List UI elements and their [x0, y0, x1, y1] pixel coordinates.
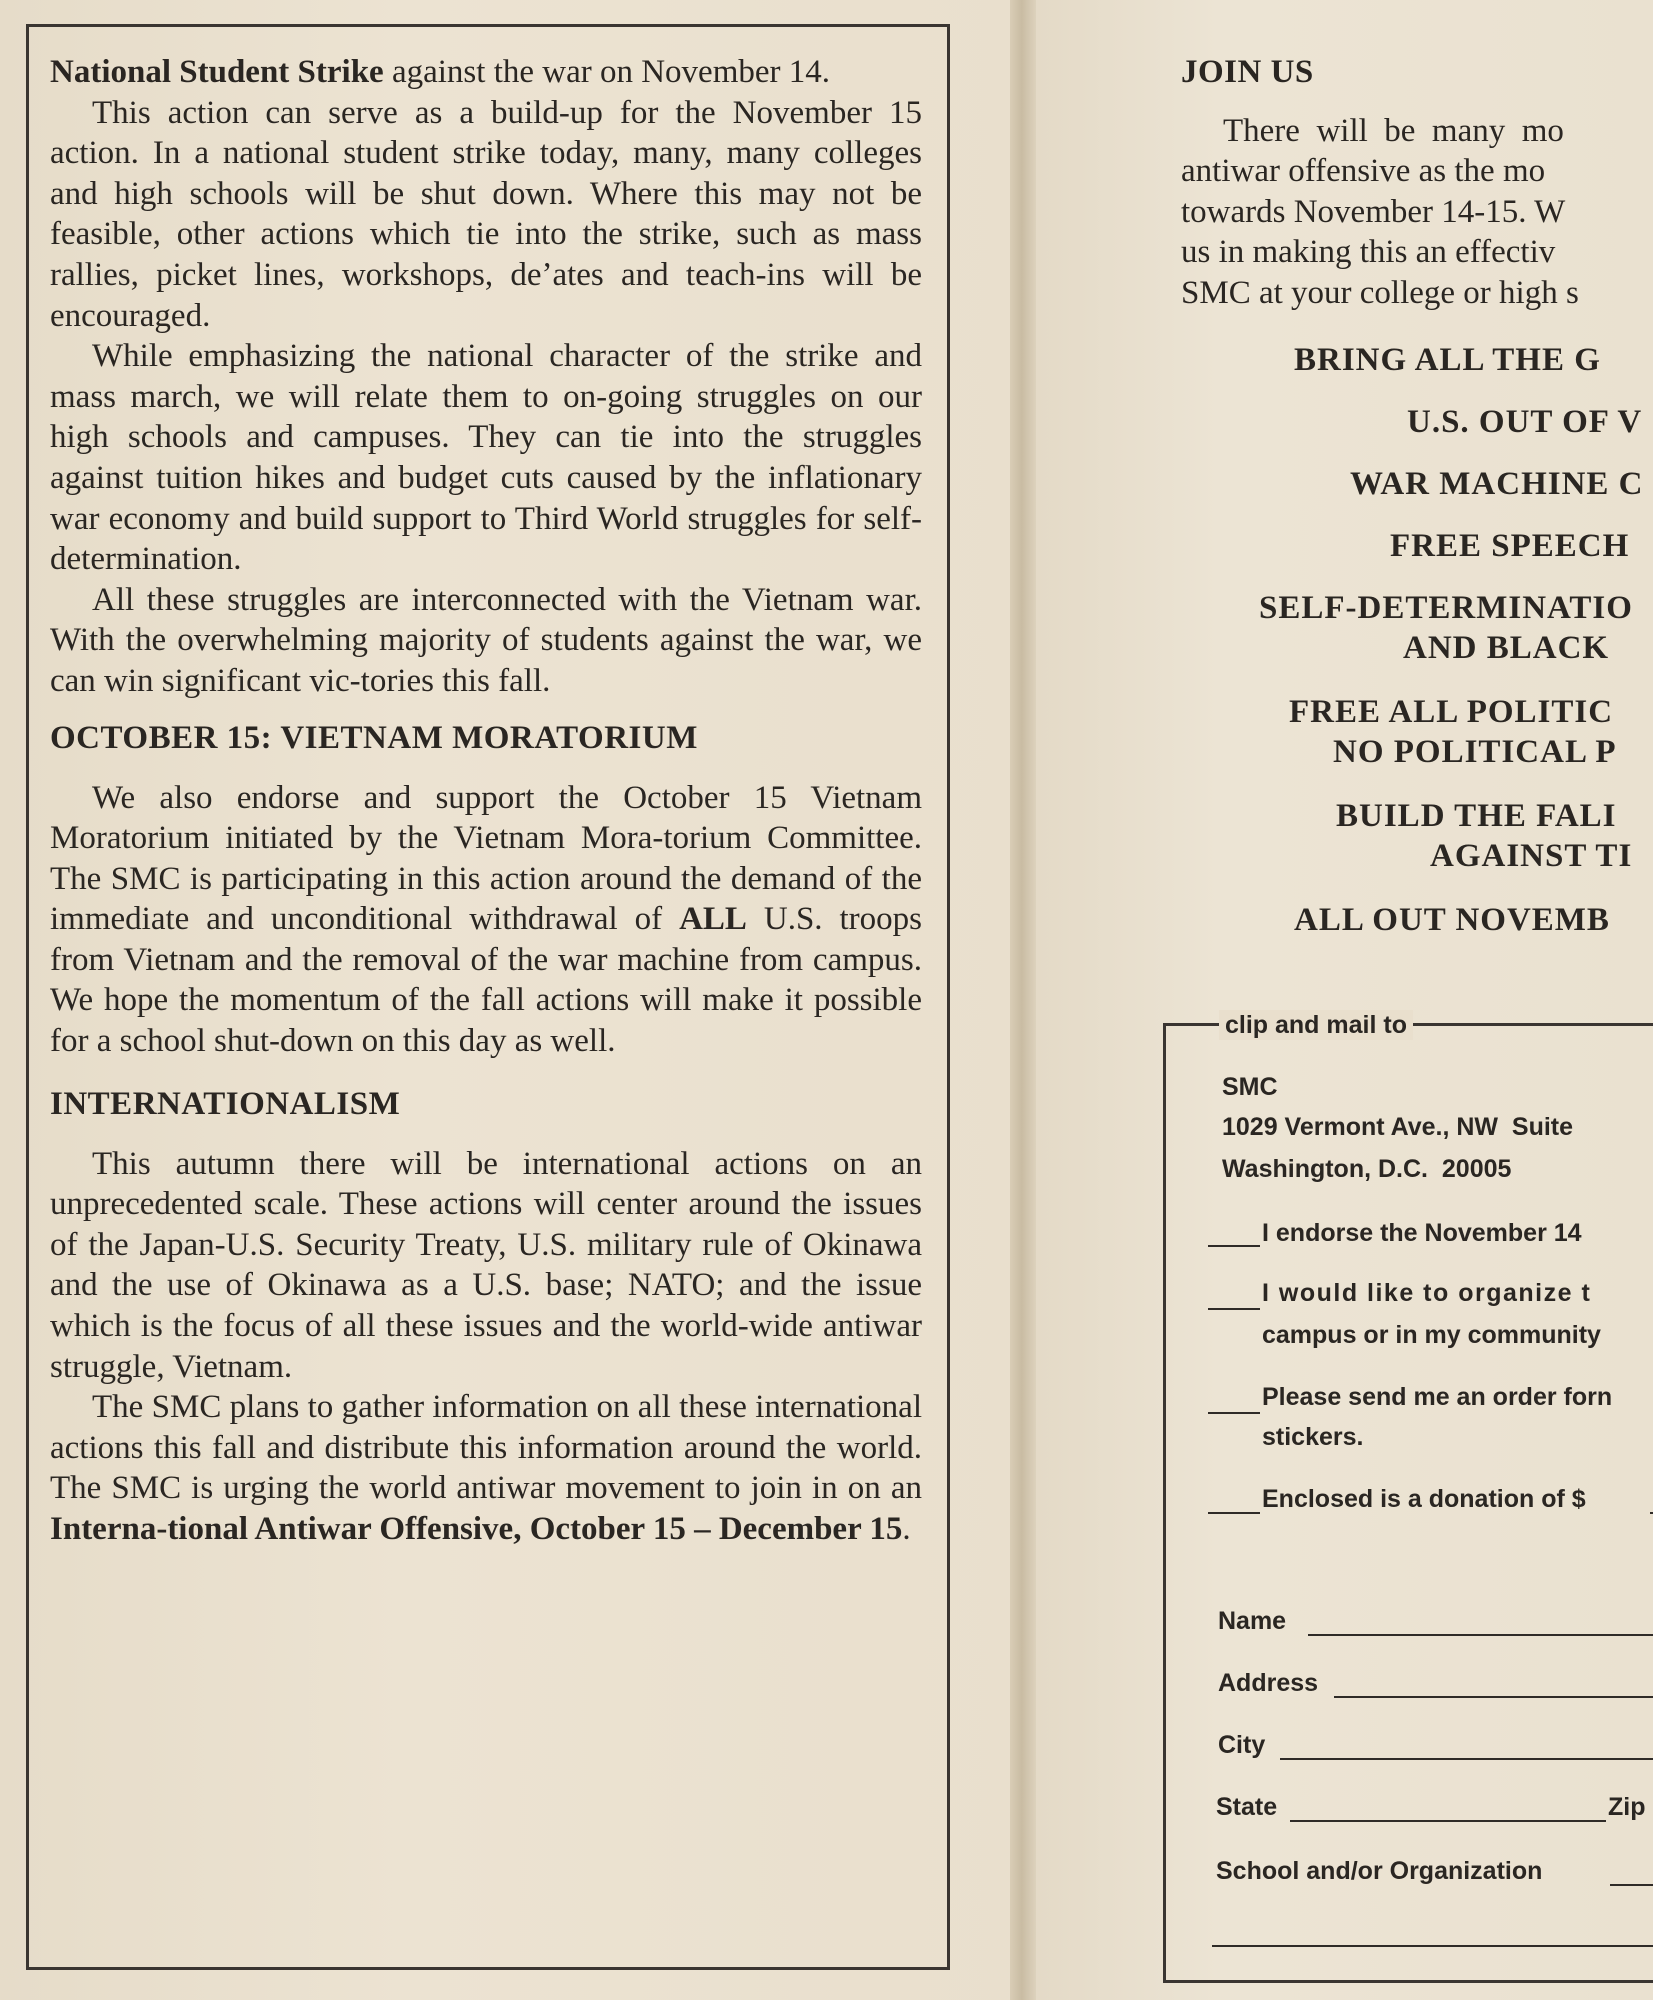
- option-organize: I would like to organize t: [1262, 1279, 1592, 1307]
- paragraph-interconnected: All these struggles are interconnected with the Vietnam war. With the overwhelming majority of students against the war, we can win significant vic-tories this fall.: [50, 581, 922, 699]
- join-line: SMC at your college or high s: [1181, 274, 1579, 311]
- slogan: AND BLACK: [1403, 630, 1610, 666]
- city-label: City: [1218, 1731, 1266, 1759]
- address-label: Address: [1218, 1669, 1319, 1697]
- organize-check-blank[interactable]: [1208, 1308, 1260, 1310]
- paragraph-national: While emphasizing the national character of the strike and mass march, we will relate them to on-going struggles on our high schools and campuses. They can tie into the struggles against tuition hikes and budget cuts caused by the inflationary war economy and build support to Third World struggles for self-determination.: [50, 338, 922, 578]
- slogan: WAR MACHINE C: [1350, 466, 1644, 502]
- left-article: [50, 52, 922, 1550]
- slogan: AGAINST TI: [1430, 838, 1633, 874]
- clip-and-mail-label: clip and mail to: [1219, 1010, 1413, 1040]
- coupon-address-1: 1029 Vermont Ave., NW Suite: [1222, 1113, 1574, 1141]
- endorse-check-blank[interactable]: [1208, 1245, 1260, 1247]
- slogan: BRING ALL THE G: [1294, 342, 1601, 378]
- slogan: BUILD THE FALI: [1336, 798, 1617, 834]
- order-form-check-blank[interactable]: [1208, 1412, 1260, 1414]
- extra-line-field[interactable]: [1212, 1945, 1653, 1947]
- name-field[interactable]: [1308, 1634, 1653, 1636]
- paragraph-strike: National Student Strike against the war on November 14.: [50, 54, 831, 90]
- state-field[interactable]: [1290, 1820, 1606, 1822]
- paragraph-buildup: This action can serve as a build-up for the November 15 action. In a national student strike today, many, many colleges and high schools will be shut down. Where this may not be feasible, other actions which tie into the strike, such as mass rallies, picket lines, workshops, deʼates and teach-ins will be encouraged.: [50, 94, 922, 334]
- option-donation: Enclosed is a donation of $: [1262, 1485, 1586, 1513]
- strike-title: National Student Strike: [50, 54, 384, 90]
- join-us-heading: JOIN US: [1181, 54, 1314, 90]
- join-line: There will be many mo: [1223, 112, 1564, 149]
- slogan: FREE SPEECH: [1390, 528, 1630, 564]
- slogan: NO POLITICAL P: [1333, 734, 1617, 770]
- join-us-section: [1181, 52, 1653, 313]
- coupon-address-2: Washington, D.C. 20005: [1222, 1155, 1512, 1183]
- slogan: FREE ALL POLITIC: [1289, 694, 1614, 730]
- city-field[interactable]: [1280, 1758, 1653, 1760]
- join-line: towards November 14-15. W: [1181, 193, 1566, 230]
- option-order-form-cont: stickers.: [1262, 1423, 1364, 1451]
- heading-internationalism: INTERNATIONALISM: [50, 1085, 401, 1122]
- slogan: ALL OUT NOVEMB: [1294, 902, 1610, 938]
- slogan: U.S. OUT OF V: [1407, 404, 1643, 440]
- paragraph-autumn: This autumn there will be international actions on an unprecedented scale. These actions will center around the issues of the Japan-U.S. Security Treaty, U.S. military rule of Okinawa and the use of Okinawa as a U.S. base; NATO; and the issue which is the focus of all these issues and the world-wide antiwar struggle, Vietnam.: [50, 1145, 922, 1385]
- zip-label: Zip: [1608, 1793, 1646, 1821]
- join-line: us in making this an effectiv: [1181, 234, 1556, 270]
- paragraph-moratorium: We also endorse and support the October 15 Vietnam Moratorium initiated by the Vietnam Mora-torium Committee. The SMC is participating in this action around the demand of the immediate and unconditional withdrawal of ALL U.S. troops from Vietnam and the removal of the war machine from campus. We hope the momentum of the fall actions will make it possible for a school shut-down on this day as well.: [50, 779, 922, 1060]
- option-organize-cont: campus or in my community: [1262, 1321, 1601, 1349]
- state-label: State: [1216, 1793, 1278, 1821]
- option-endorse: I endorse the November 14: [1262, 1219, 1582, 1247]
- name-label: Name: [1218, 1607, 1287, 1635]
- paragraph-offensive: The SMC plans to gather information on all these international actions this fall and distribute this information around the world. The SMC is urging the world antiwar movement to join in on an Interna-tional Antiwar Offensive, October 15 – December 15.: [50, 1389, 922, 1547]
- coupon-org: SMC: [1222, 1073, 1278, 1101]
- address-field[interactable]: [1334, 1696, 1653, 1698]
- option-order-form: Please send me an order forn: [1262, 1383, 1613, 1411]
- join-line: antiwar offensive as the mo: [1181, 153, 1546, 189]
- school-field[interactable]: [1610, 1884, 1653, 1886]
- heading-october-moratorium: OCTOBER 15: VIETNAM MORATORIUM: [50, 719, 698, 756]
- donation-check-blank[interactable]: [1208, 1512, 1260, 1514]
- book-spine: [1010, 0, 1036, 2000]
- school-label: School and/or Organization: [1216, 1857, 1543, 1885]
- slogan: SELF-DETERMINATIO: [1259, 590, 1633, 626]
